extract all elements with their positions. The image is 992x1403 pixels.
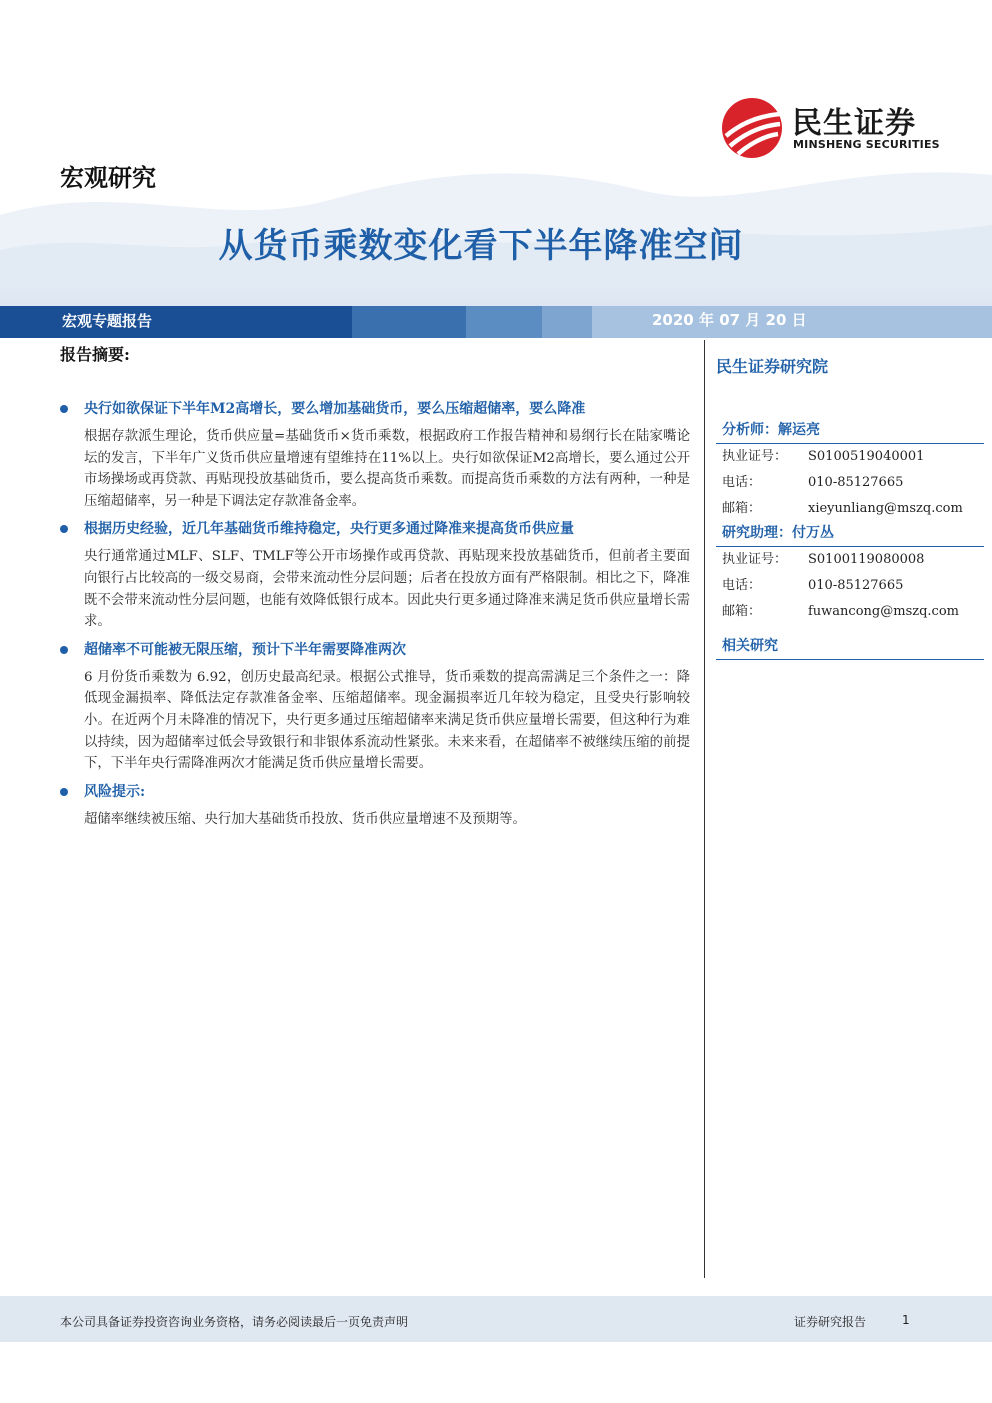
- section-heading: 央行如欲保证下半年M2高增长，要么增加基础货币，要么压缩超储率，要么降准: [60, 398, 690, 420]
- logo-chinese-name: 民生证券: [792, 106, 916, 141]
- bullet-icon: [60, 788, 68, 796]
- section-body: 央行通常通过MLF、SLF、TMLF等公开市场操作或再贷款、再贴现来投放基础货币，但前者主要面向银行占比较高的一级交易商，会带来流动性分层问题；后者在投放方面有严格限制。相比之下，降准既不会带来流动性分层问题，也能有效降低银行成本。因此央行更多通过降准来满足货币供应量增长需求。: [84, 549, 690, 630]
- assistant-cert-row: 执业证号： S0100119080008: [722, 552, 925, 567]
- section-body: 6 月份货币乘数为 6.92，创历史最高纪录。根据公式推导，货币乘数的提高需满足三个条件之一：降低现金漏损率、降低法定存款准备金率、压缩超储率。现金漏损率近几年较为稳定，且受央行影响较小。在近两个月未降准的情况下，央行更多通过压缩超储率来满足货币供应量增长需要，但这种行为难以持续，因为超储率过低会导致银行和非银体系流动性紧张。未来来看，在超储率不被继续压缩的前提下，下半年央行需降准两次才能满足货币供应量增长需要。: [84, 669, 690, 772]
- page-number: 1: [902, 1313, 910, 1327]
- analyst-cert-row: 执业证号： S0100519040001: [722, 449, 925, 464]
- abstract-section: [60, 518, 690, 632]
- minsheng-logo-icon: [720, 96, 784, 160]
- footer-label: 证券研究报告: [794, 1315, 867, 1329]
- assistant-phone-row: 电话： 010-85127665: [722, 578, 904, 593]
- related-research-heading: 相关研究: [716, 635, 984, 660]
- section-heading: 风险提示:: [60, 781, 690, 803]
- section-heading: 超储率不可能被无限压缩，预计下半年需要降准两次: [60, 639, 690, 661]
- analyst-heading: 分析师：解运亮: [716, 419, 984, 444]
- logo-english-name: MINSHENG SECURITIES: [793, 138, 940, 151]
- page-title: 从货币乘数变化看下半年降准空间: [218, 226, 744, 266]
- analyst-email-link[interactable]: xieyunliang@mszq.com: [808, 501, 963, 516]
- analyst-email-row: 邮箱： xieyunliang@mszq.com: [716, 496, 984, 522]
- section-body: 根据存款派生理论，货币供应量=基础货币×货币乘数，根据政府工作报告精神和易纲行长在陆家嘴论坛的发言，下半年广义货币供应量增速有望维持在11%以上。央行如欲保证M2高增长，要么通过公开市场操场或再贷款、再贴现投放基础货币，要么提高货币乘数。而提高货币乘数的方法有两种，一种是压缩超储率，另一种是下调法定存款准备金率。: [84, 429, 690, 509]
- abstract-label: 报告摘要:: [60, 345, 130, 364]
- assistant-email-link[interactable]: fuwancong@mszq.com: [808, 604, 959, 619]
- risk-section: [60, 781, 690, 831]
- abstract-section: [60, 398, 690, 512]
- footer-disclaimer: 本公司具备证券投资咨询业务资格，请务必阅读最后一页免责声明: [60, 1315, 409, 1329]
- company-logo: [720, 96, 960, 160]
- institute-name: 民生证券研究院: [716, 357, 829, 376]
- assistant-heading: 研究助理：付万丛: [716, 522, 984, 547]
- bullet-icon: [60, 405, 68, 413]
- report-category: 宏观研究: [60, 164, 156, 192]
- bullet-icon: [60, 646, 68, 654]
- abstract-content: [60, 398, 690, 836]
- assistant-email-row: 邮箱： fuwancong@mszq.com: [716, 599, 984, 625]
- section-heading: 根据历史经验，近几年基础货币维持稳定，央行更多通过降准来提高货币供应量: [60, 518, 690, 540]
- analyst-phone-row: 电话： 010-85127665: [722, 475, 904, 490]
- abstract-section: [60, 639, 690, 775]
- column-divider: [704, 340, 705, 1278]
- report-date: 2020 年 07 月 20 日: [652, 311, 807, 329]
- bullet-icon: [60, 525, 68, 533]
- report-type: 宏观专题报告: [62, 312, 153, 330]
- section-body: 超储率继续被压缩、央行加大基础货币投放、货币供应量增速不及预期等。: [84, 811, 526, 827]
- sidebar: [716, 354, 984, 660]
